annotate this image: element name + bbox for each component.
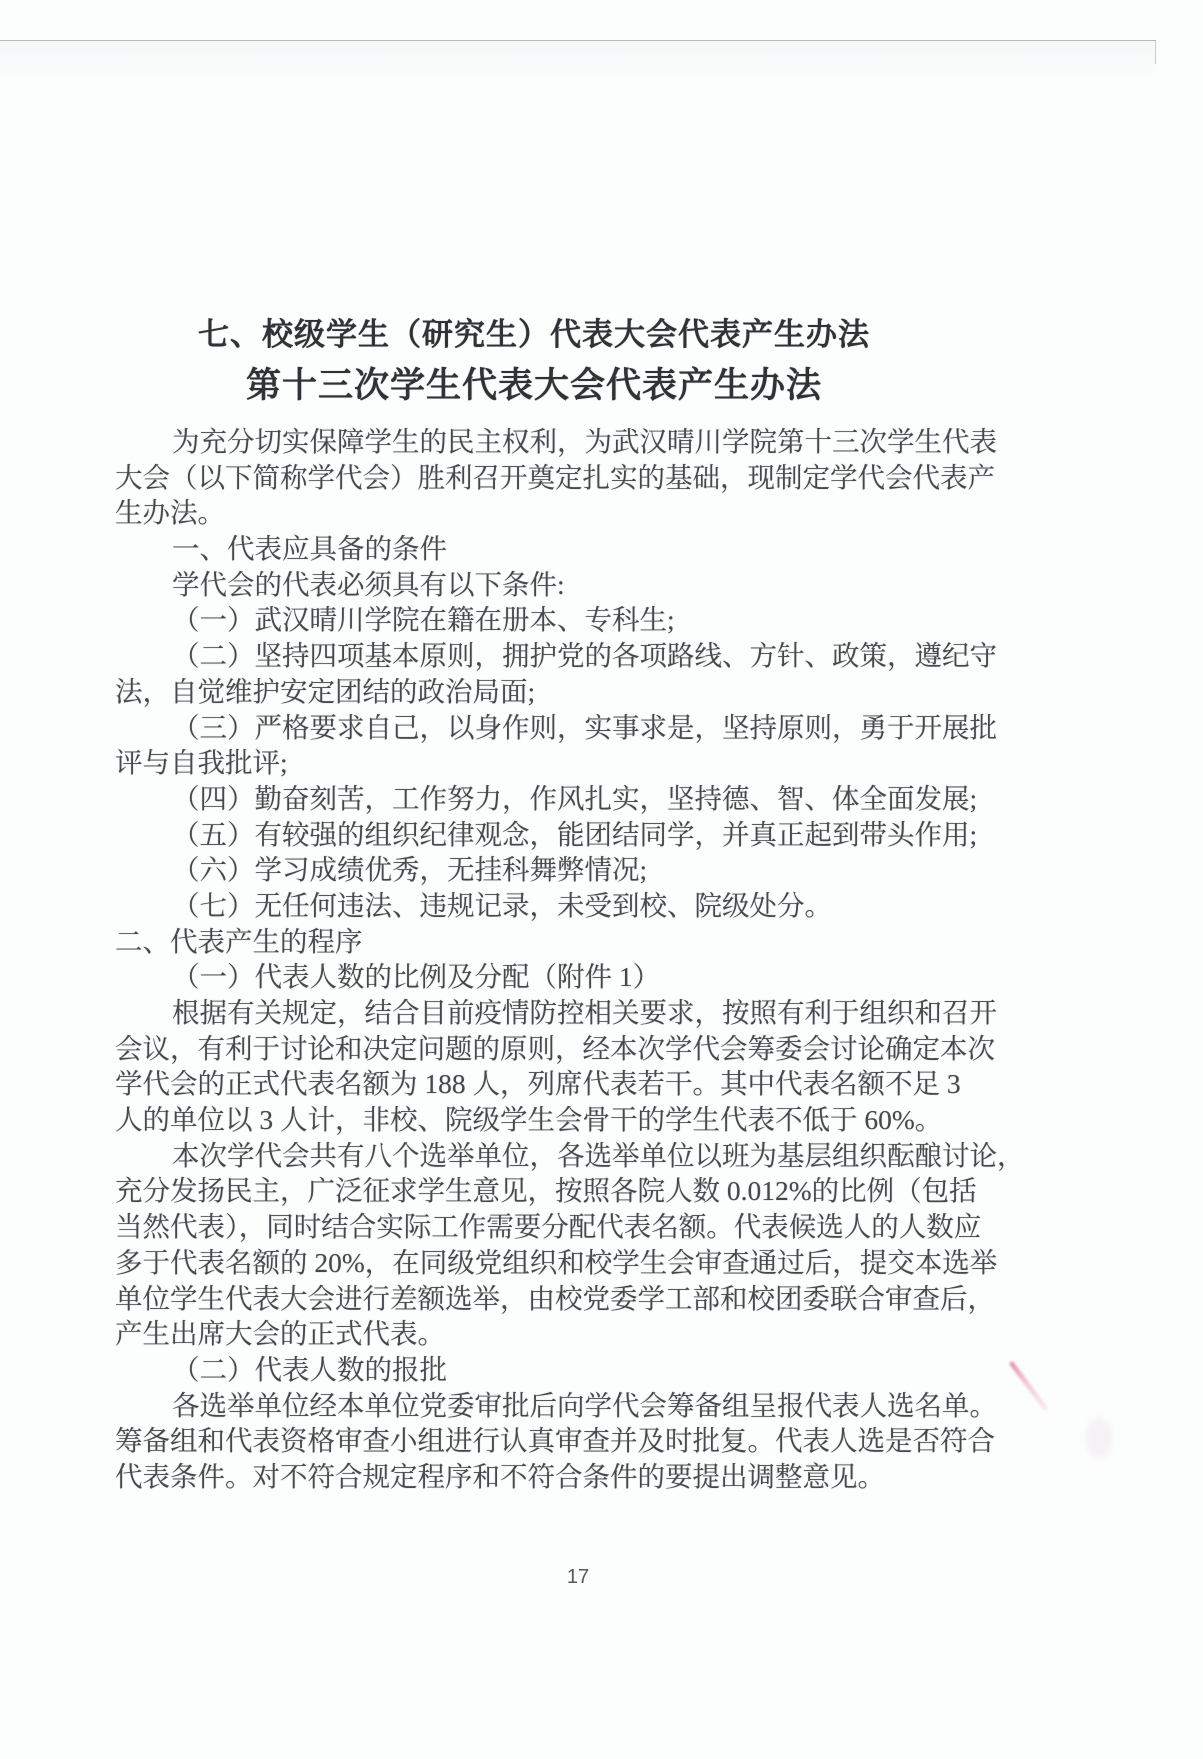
document-text-line: 本次学代会共有八个选举单位，各选举单位以班为基层组织酝酿讨论， bbox=[172, 1139, 1025, 1171]
document-body bbox=[115, 424, 1025, 1495]
pink-smudge-mark bbox=[1086, 1418, 1112, 1458]
document-text-line: 充分发扬民主，广泛征求学生意见，按照各院人数 0.012%的比例（包括 bbox=[115, 1175, 977, 1207]
document-title-main: 七、校级学生（研究生）代表大会代表产生办法 bbox=[198, 317, 870, 352]
document-text-line: 多于代表名额的 20%，在同级党组织和校学生会审查通过后，提交本选举 bbox=[115, 1246, 998, 1278]
document-text-line: 法，自觉维护安定团结的政治局面; bbox=[115, 675, 536, 707]
document-text-line: 筹备组和代表资格审查小组进行认真审查并及时批复。代表人选是否符合 bbox=[115, 1425, 995, 1457]
document-text-line: 产生出席大会的正式代表。 bbox=[115, 1318, 445, 1350]
document-text-line: （七）无任何违法、违规记录，未受到校、院级处分。 bbox=[172, 889, 832, 921]
document-text-line: 单位学生代表大会进行差额选举，由校党委学工部和校团委联合审查后， bbox=[115, 1282, 995, 1314]
document-text-line: 会议，有利于讨论和决定问题的原则，经本次学代会筹委会讨论确定本次 bbox=[115, 1032, 995, 1064]
document-text-line: 大会（以下简称学代会）胜利召开奠定扎实的基础，现制定学代会代表产 bbox=[115, 461, 995, 493]
document-text-line: 各选举单位经本单位党委审批后向学代会筹备组呈报代表人选名单。 bbox=[172, 1389, 997, 1421]
document-text-line: 人的单位以 3 人计，非校、院级学生会骨干的学生代表不低于 60%。 bbox=[115, 1104, 943, 1136]
document-text-line: （四）勤奋刻苦，工作努力，作风扎实，坚持德、智、体全面发展; bbox=[172, 782, 978, 814]
document-text-line: （三）严格要求自己，以身作则，实事求是，坚持原则，勇于开展批 bbox=[172, 711, 997, 743]
document-text-line: （一）武汉晴川学院在籍在册本、专科生; bbox=[172, 604, 675, 636]
document-content bbox=[115, 310, 1025, 1495]
document-text-line: 学代会的代表必须具有以下条件: bbox=[172, 568, 565, 600]
page-number: 17 bbox=[566, 1566, 590, 1588]
document-text-line: 评与自我批评; bbox=[115, 747, 288, 779]
document-text-line: （一）代表人数的比例及分配（附件 1） bbox=[172, 961, 661, 993]
document-text-line: 为充分切实保障学生的民主权利，为武汉晴川学院第十三次学生代表 bbox=[172, 426, 997, 457]
document-text-line: 二、代表产生的程序 bbox=[115, 925, 363, 957]
document-title-sub: 第十三次学生代表大会代表产生办法 bbox=[245, 366, 822, 405]
document-text-line: （六）学习成绩优秀，无挂科舞弊情况; bbox=[172, 854, 648, 886]
document-text-line: （二）代表人数的报批 bbox=[172, 1353, 447, 1385]
document-text-line: 当然代表），同时结合实际工作需要分配代表名额。代表候选人的人数应 bbox=[115, 1211, 982, 1243]
document-text-line: 生办法。 bbox=[115, 497, 225, 529]
scan-edge-shading bbox=[0, 41, 1156, 79]
document-text-line: 代表条件。对不符合规定程序和不符合条件的要提出调整意见。 bbox=[115, 1460, 885, 1492]
document-text-line: 学代会的正式代表名额为 188 人，列席代表若干。其中代表名额不足 3 bbox=[115, 1068, 961, 1100]
document-text-line: （二）坚持四项基本原则，拥护党的各项路线、方针、政策，遵纪守 bbox=[172, 640, 997, 672]
document-text-line: 一、代表应具备的条件 bbox=[172, 533, 447, 565]
document-text-line: （五）有较强的组织纪律观念，能团结同学，并真正起到带头作用; bbox=[172, 818, 978, 850]
document-text-line: 根据有关规定，结合目前疫情防控相关要求，按照有利于组织和召开 bbox=[172, 997, 997, 1028]
